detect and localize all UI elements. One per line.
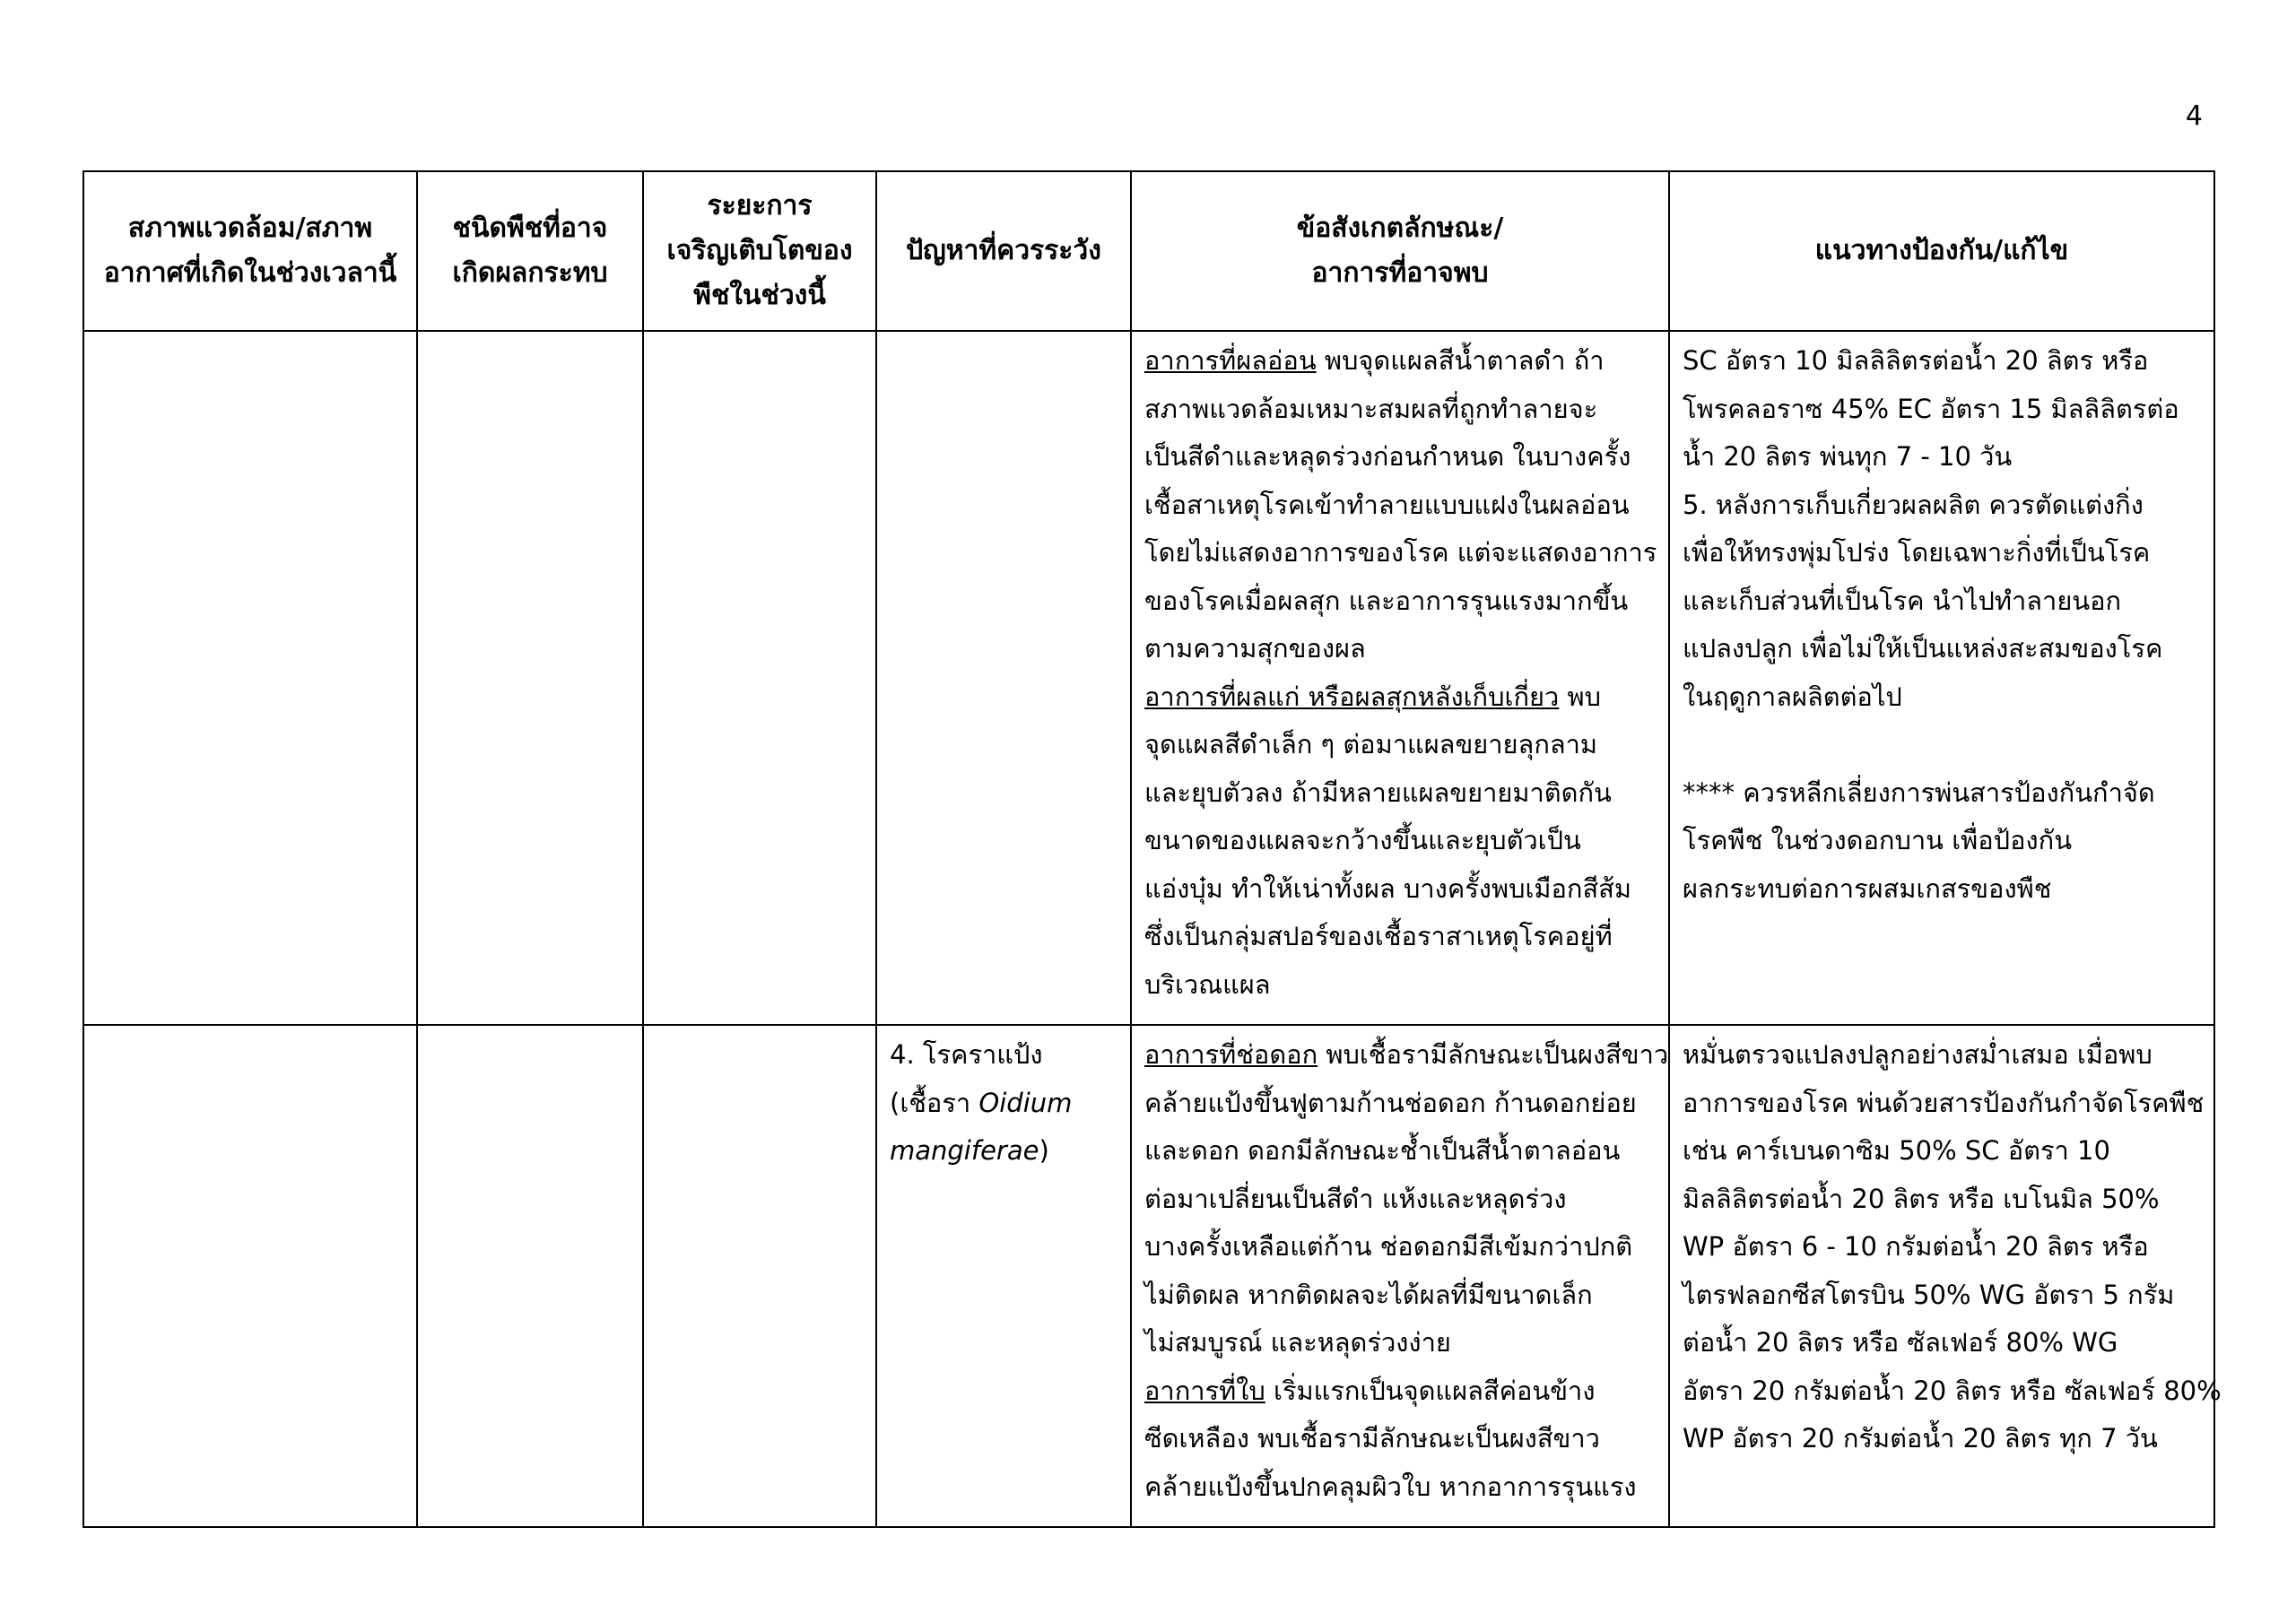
cell-symptoms [1131, 331, 1669, 1025]
solution-line: หมั่นตรวจแปลงปลูกอย่างสม่ำเสมอ เมื่อพบ [1683, 1039, 2152, 1070]
symptom-text: พบ [1559, 681, 1602, 712]
header-text: ปัญหาที่ควรระวัง [906, 235, 1101, 266]
cell-crop-type [417, 1025, 643, 1527]
problem-pathogen-genus: Oidium [978, 1087, 1073, 1118]
symptom-text: เริ่มแรกเป็นจุดแผลสีค่อนข้าง [1265, 1375, 1596, 1406]
solution-line: 5. หลังการเก็บเกี่ยวผลผลิต ควรตัดแต่งกิ่ง [1683, 489, 2144, 520]
solution-line: และเก็บส่วนที่เป็นโรค นำไปทำลายนอก [1683, 585, 2122, 616]
solution-line: ต่อน้ำ 20 ลิตร หรือ ซัลเฟอร์ 80% WG [1683, 1327, 2118, 1358]
solution-line: แปลงปลูก เพื่อไม่ให้เป็นแหล่งสะสมของโรค [1683, 633, 2163, 664]
symptom-line: สภาพแวดล้อมเหมาะสมผลที่ถูกทำลายจะ [1144, 393, 1598, 424]
solution-line: ไตรฟลอกซีสโตรบิน 50% WG อัตรา 5 กรัม [1683, 1279, 2175, 1310]
table-row [83, 1025, 2214, 1527]
solution-line: WP อัตรา 20 กรัมต่อน้ำ 20 ลิตร ทุก 7 วัน [1683, 1423, 2158, 1454]
symptom-text: พบเชื้อรามีลักษณะเป็นผงสีขาว [1318, 1039, 1669, 1070]
cell-symptoms [1131, 1025, 1669, 1527]
header-symptoms [1131, 171, 1669, 331]
symptom-line [1144, 673, 1656, 722]
header-text: ชนิดพืชที่อาจ [452, 213, 608, 244]
solution-note-line: **** ควรหลีกเลี่ยงการพ่นสารป้องกันกำจัด [1683, 777, 2155, 808]
solution-line: โพรคลอราซ 45% EC อัตรา 15 มิลลิลิตรต่อ [1683, 393, 2179, 424]
problem-pathogen [890, 1127, 1118, 1176]
symptom-line: ต่อมาเปลี่ยนเป็นสีดำ แห้งและหลุดร่วง [1144, 1183, 1567, 1214]
spacer [1683, 721, 2201, 769]
symptom-line: ตามความสุกของผล [1144, 633, 1366, 664]
problem-pathogen-suffix: ) [1039, 1135, 1049, 1166]
cell-crop-type [417, 331, 643, 1025]
problem-pathogen [890, 1080, 1118, 1128]
symptom-text: พบจุดแผลสีน้ำตาลดำ ถ้า [1316, 345, 1605, 376]
header-text: สภาพแวดล้อม/สภาพ [127, 213, 373, 244]
symptom-label: อาการที่ใบ [1144, 1375, 1265, 1406]
solution-line: อาการของโรค พ่นด้วยสารป้องกันกำจัดโรคพืช [1683, 1087, 2205, 1118]
symptom-line [1144, 337, 1656, 386]
cell-growth-stage [643, 1025, 876, 1527]
solution-note-line: ผลกระทบต่อการผสมเกสรของพืช [1683, 872, 2052, 904]
cell-solution [1669, 331, 2214, 1025]
header-text: อาการที่อาจพบ [1311, 257, 1489, 289]
solution-line: เช่น คาร์เบนดาซิม 50% SC อัตรา 10 [1683, 1135, 2110, 1166]
symptom-line: ซีดเหลือง พบเชื้อรามีลักษณะเป็นผงสีขาว [1144, 1423, 1600, 1454]
symptom-line: ไม่สมบูรณ์ และหลุดร่วงง่าย [1144, 1327, 1451, 1358]
problem-pathogen-prefix: (เชื้อรา [890, 1087, 979, 1118]
symptom-line: ของโรคเมื่อผลสุก และอาการรุนแรงมากขึ้น [1144, 585, 1629, 616]
symptom-label: อาการที่ผลอ่อน [1144, 345, 1317, 376]
header-environment [83, 171, 417, 331]
symptom-line: เชื้อสาเหตุโรคเข้าทำลายแบบแฝงในผลอ่อน [1144, 489, 1630, 520]
cell-environment [83, 331, 417, 1025]
symptom-line: คล้ายแป้งขึ้นฟูตามก้านช่อดอก ก้านดอกย่อย [1144, 1087, 1637, 1118]
cell-problem [876, 331, 1131, 1025]
symptom-line [1144, 1031, 1669, 1080]
cell-solution [1669, 1025, 2222, 1527]
symptom-line: บริเวณแผล [1144, 968, 1271, 1000]
solution-note-line: โรคพืช ในช่วงดอกบาน เพื่อป้องกัน [1683, 825, 2073, 855]
header-text: ระยะการ [707, 190, 813, 221]
header-row [83, 171, 2214, 331]
page-number: 4 [2185, 100, 2203, 132]
solution-line: ในฤดูกาลผลิตต่อไป [1683, 681, 1902, 712]
symptom-line: ซึ่งเป็นกลุ่มสปอร์ของเชื้อราสาเหตุโรคอยู่ที่ [1144, 921, 1613, 951]
solution-line: มิลลิลิตรต่อน้ำ 20 ลิตร หรือ เบโนมิล 50% [1683, 1183, 2160, 1214]
solution-line: อัตรา 20 กรัมต่อน้ำ 20 ลิตร หรือ ซัลเฟอร์ 80% [1683, 1375, 2222, 1406]
header-text: อากาศที่เกิดในช่วงเวลานี้ [103, 257, 397, 289]
header-solution [1669, 171, 2214, 331]
symptom-line: จุดแผลสีดำเล็ก ๆ ต่อมาแผลขยายลุกลาม [1144, 729, 1598, 759]
cell-environment [83, 1025, 417, 1527]
symptom-line: คล้ายแป้งขึ้นปกคลุมผิวใบ หากอาการรุนแรง [1144, 1471, 1637, 1502]
problem-title: 4. โรคราแป้ง [890, 1039, 1043, 1070]
solution-line: น้ำ 20 ลิตร พ่นทุก 7 - 10 วัน [1683, 441, 2013, 472]
symptom-label: อาการที่ผลแก่ หรือผลสุกหลังเก็บเกี่ยว [1144, 681, 1560, 712]
cell-problem [876, 1025, 1131, 1527]
symptom-line [1144, 1367, 1656, 1416]
solution-line: เพื่อให้ทรงพุ่มโปร่ง โดยเฉพาะกิ่งที่เป็นโรค [1683, 537, 2151, 568]
advisory-table [83, 170, 2222, 1528]
header-crop-type [417, 171, 643, 331]
solution-line: WP อัตรา 6 - 10 กรัมต่อน้ำ 20 ลิตร หรือ [1683, 1231, 2149, 1262]
header-text: เกิดผลกระทบ [452, 257, 608, 289]
header-text: พืชในช่วงนี้ [693, 280, 826, 311]
symptom-line: ขนาดของแผลจะกว้างขึ้นและยุบตัวเป็น [1144, 825, 1581, 855]
symptom-line: และดอก ดอกมีลักษณะช้ำเป็นสีน้ำตาลอ่อน [1144, 1135, 1621, 1166]
table-row [83, 331, 2214, 1025]
symptom-line: และยุบตัวลง ถ้ามีหลายแผลขยายมาติดกัน [1144, 777, 1612, 808]
symptom-line: บางครั้งเหลือแต่ก้าน ช่อดอกมีสีเข้มกว่าปกติ [1144, 1231, 1633, 1262]
symptom-line: โดยไม่แสดงอาการของโรค แต่จะแสดงอาการ [1144, 537, 1657, 568]
symptom-line: เป็นสีดำและหลุดร่วงก่อนกำหนด ในบางครั้ง [1144, 441, 1631, 472]
header-text: แนวทางป้องกัน/แก้ไข [1814, 235, 2069, 266]
symptom-line: ไม่ติดผล หากติดผลจะได้ผลที่มีขนาดเล็ก [1144, 1279, 1593, 1310]
cell-growth-stage [643, 331, 876, 1025]
header-text: ข้อสังเกตลักษณะ/ [1296, 213, 1504, 244]
header-problem [876, 171, 1131, 331]
header-text: เจริญเติบโตของ [666, 235, 853, 266]
problem-pathogen-species: mangiferae [890, 1135, 1039, 1166]
symptom-line: แอ่งบุ๋ม ทำให้เน่าทั้งผล บางครั้งพบเมือกสีส้ม [1144, 872, 1631, 904]
solution-line: SC อัตรา 10 มิลลิลิตรต่อน้ำ 20 ลิตร หรือ [1683, 345, 2149, 376]
symptom-label: อาการที่ช่อดอก [1144, 1039, 1318, 1070]
header-growth-stage [643, 171, 876, 331]
